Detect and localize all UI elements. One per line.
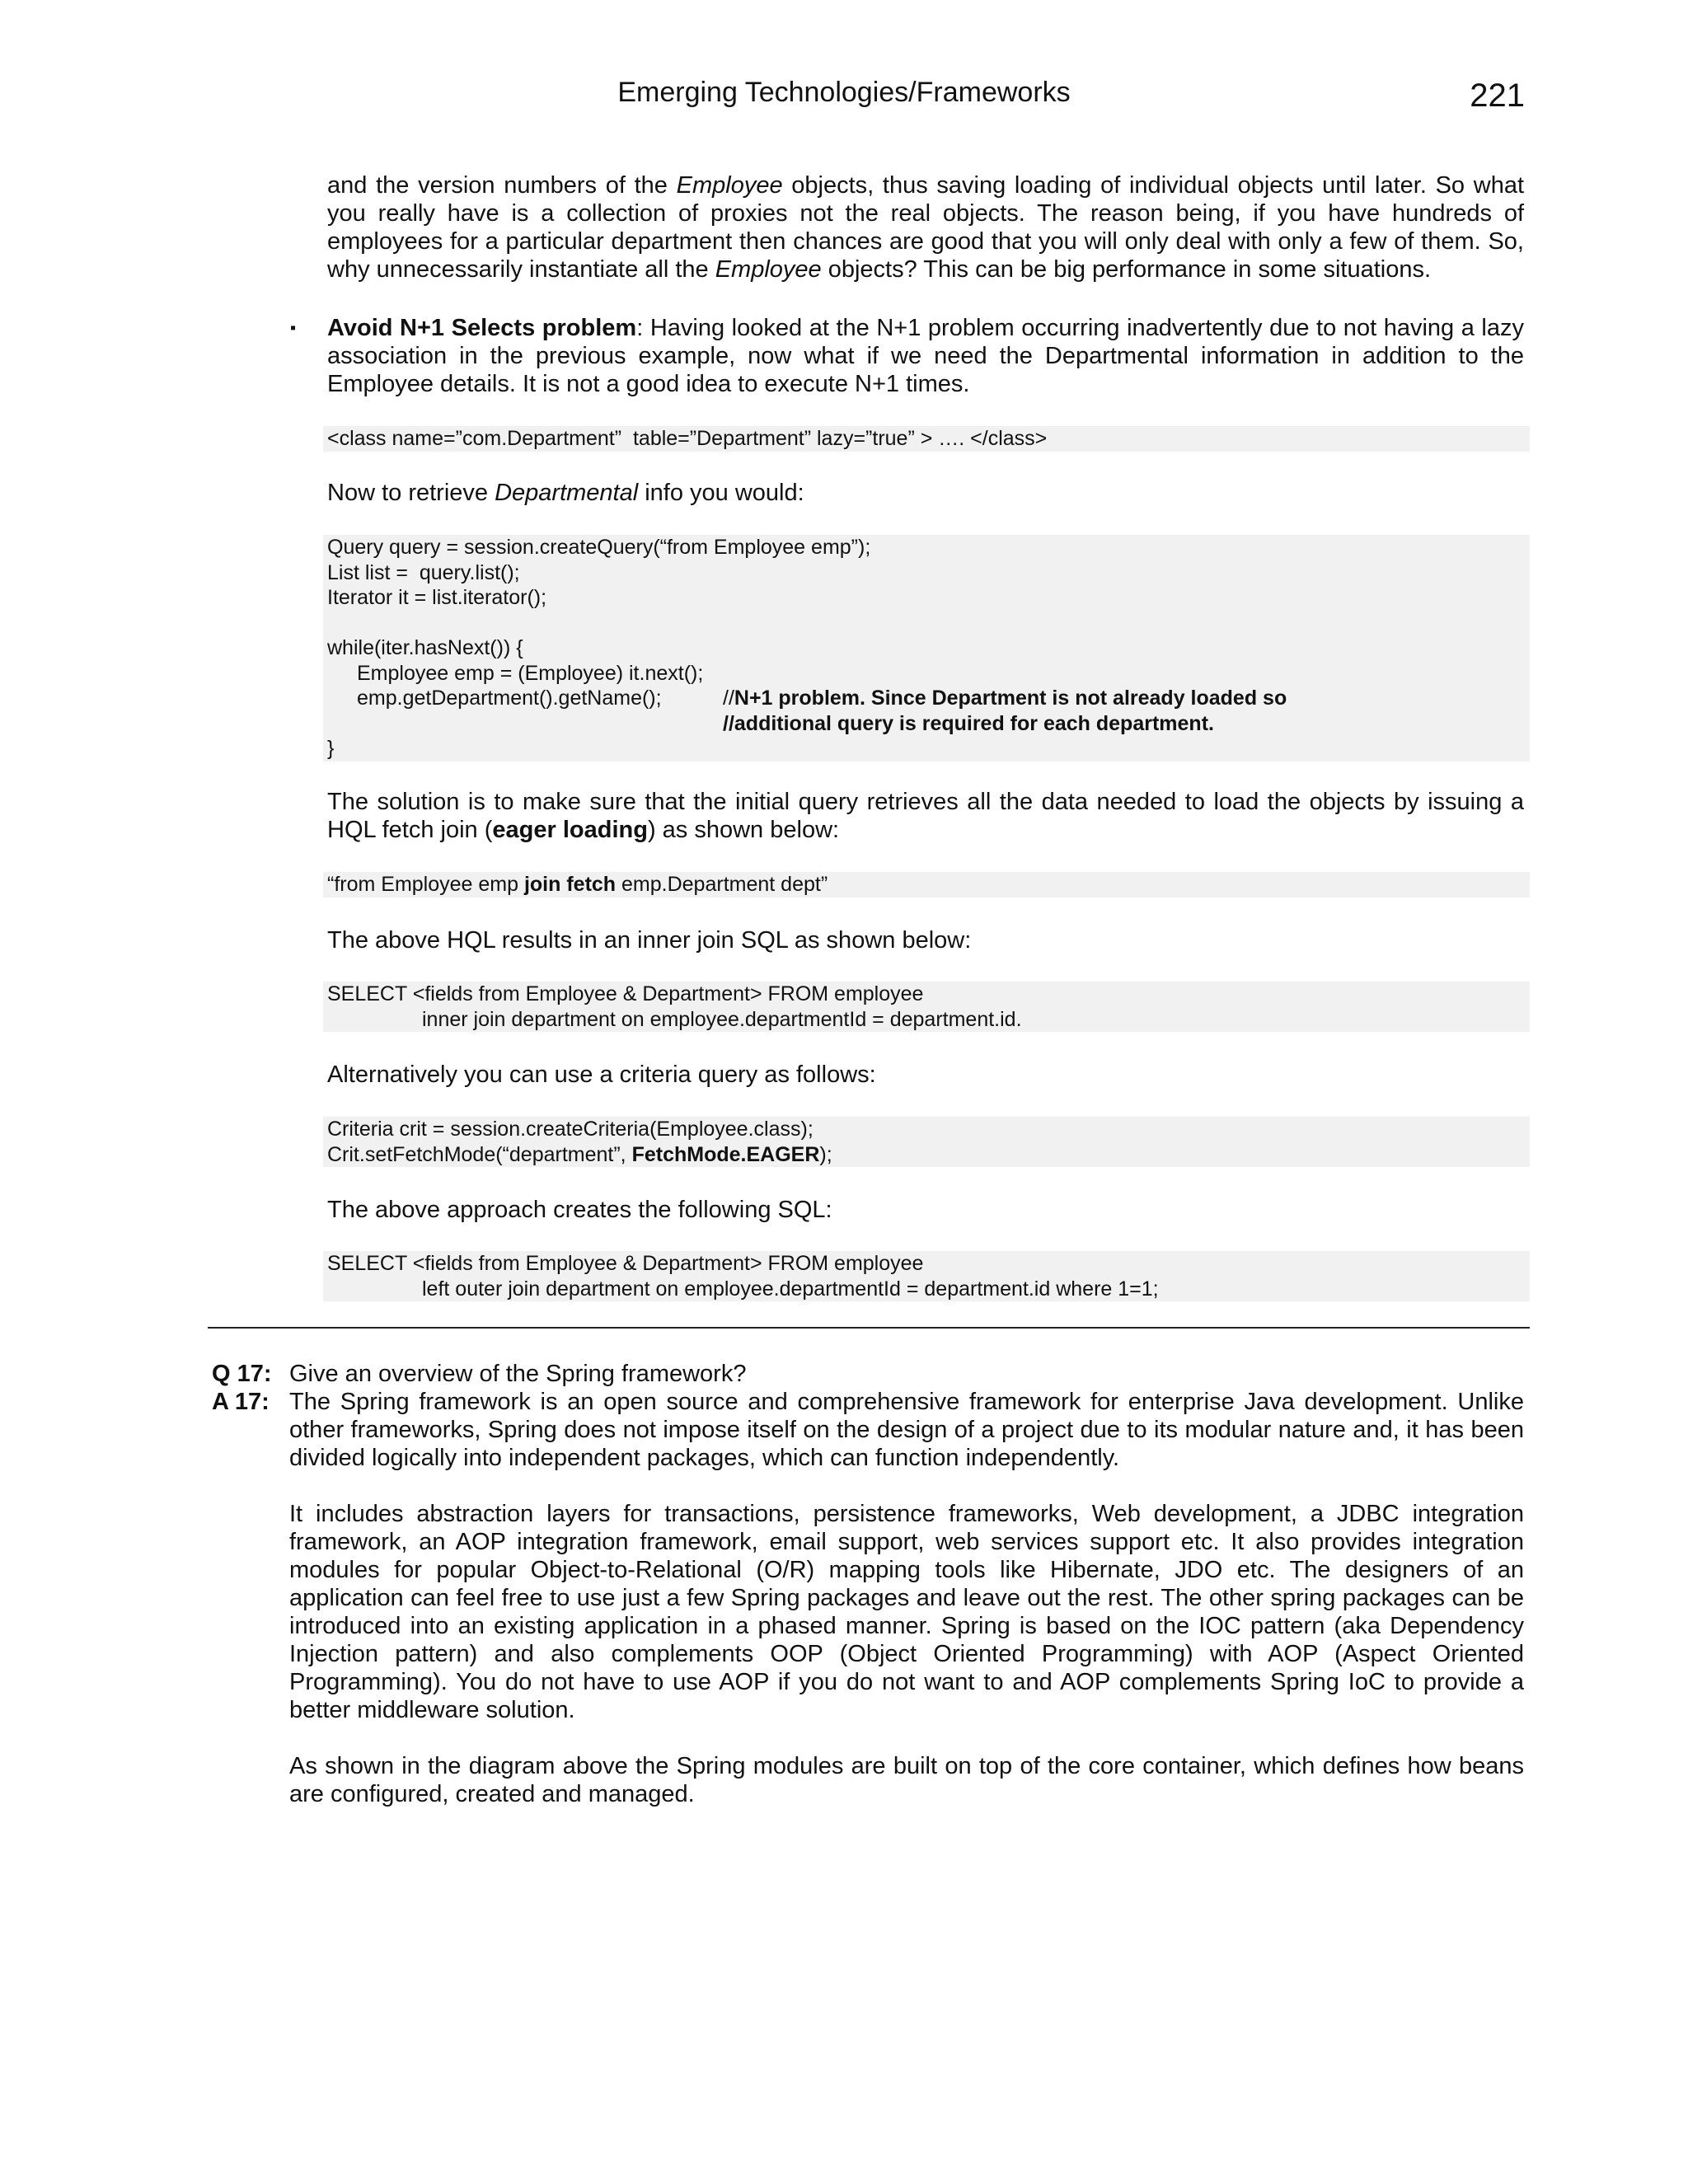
code-line: List list = query.list(); [327, 560, 520, 584]
code-line: inner join department on employee.departmentId = department.id. [422, 1007, 1022, 1031]
bullet-paragraph: Avoid N+1 Selects problem: Having looked at the N+1 problem occurring inadvertently due to not having a lazy association in the previous example, now what if we need the Departmental information in addition to the Employee details. It is not a good idea to execute N+1 times. [327, 315, 1524, 397]
code-line: while(iter.hasNext()) { [327, 636, 523, 659]
question-label: Q 17: [212, 1361, 272, 1387]
code-line: Criteria crit = session.createCriteria(Employee.class); [327, 1118, 814, 1141]
hql-result-paragraph: The above HQL results in an inner join SQL as shown below: [327, 927, 972, 954]
code-line-comment [323, 711, 1530, 737]
code-line-with-comment [323, 686, 1530, 711]
question-text: Give an overview of the Spring framework? [289, 1361, 747, 1387]
code-block-query [323, 535, 1530, 762]
code-comment: //N+1 problem. Since Department is not already loaded so [723, 687, 1287, 710]
answer-paragraph-1: The Spring framework is an open source and comprehensive framework for enterprise Java development. Unlike other frameworks, Spring does not impose itself on the design of a project due to its modular nature and, it has been divided logically into independent packages, which can function independently. [289, 1389, 1524, 1471]
page-number: 221 [1470, 77, 1525, 114]
code-line: } [327, 737, 335, 760]
code-comment: //additional query is required for each department. [723, 711, 1214, 735]
retrieve-paragraph: Now to retrieve Departmental info you would: [327, 480, 804, 506]
code-statement: emp.getDepartment().getName(); [357, 687, 662, 710]
code-block-outer-join [323, 1251, 1530, 1301]
approach-paragraph: The above approach creates the following SQL: [327, 1197, 832, 1223]
code-line: <class name=”com.Department” table=”Department” lazy=”true” > …. </class> [327, 427, 1048, 450]
code-line-blank [323, 611, 1530, 636]
code-line: left outer join department on employee.departmentId = department.id where 1=1; [422, 1277, 1159, 1301]
code-line: “from Employee emp join fetch emp.Department dept” [327, 873, 828, 896]
code-line: Query query = session.createQuery(“from Employee emp”); [327, 536, 871, 559]
code-line: Employee emp = (Employee) it.next(); [357, 661, 704, 685]
code-line: Crit.setFetchMode(“department”, FetchMode.EAGER); [327, 1142, 832, 1166]
code-block-inner-join [323, 982, 1530, 1032]
code-block-hql [323, 872, 1530, 898]
code-line: SELECT <fields from Employee & Department> FROM employee [327, 1252, 924, 1275]
answer-label: A 17: [212, 1389, 270, 1415]
section-divider [208, 1327, 1530, 1329]
intro-paragraph: and the version numbers of the Employee objects, thus saving loading of individual objects until later. So what you really have is a collection of proxies not the real objects. The reason being, if you have hundreds of employees for a particular department then chances are good that you will only deal with only a few of them. So, why unnecessarily instantiate all the Employee objects? This can be big performance in some situations. [327, 172, 1525, 283]
alternative-paragraph: Alternatively you can use a criteria query as follows: [327, 1062, 876, 1088]
answer-paragraph-2: It includes abstraction layers for transactions, persistence frameworks, Web development, a JDBC integration framework, an AOP integration framework, email support, web services support etc. It also provides integration modules for popular Object-to-Relational (O/R) mapping tools like Hibernate, JDO etc. The designers of an application can feel free to use just a few Spring packages and leave out the rest. The other spring packages can be introduced into an existing application in a phased manner. Spring is based on the IOC pattern (aka Dependency Injection pattern) and also complements OOP (Object Oriented Programming) with AOP (Aspect Oriented Programming). You do not have to use AOP if you do not want to and AOP complements Spring IoC to provide a better middleware solution. [289, 1501, 1524, 1723]
answer-paragraph-3: As shown in the diagram above the Spring modules are built on top of the core container, which defines how beans are configured, created and managed. [289, 1753, 1524, 1807]
code-line: SELECT <fields from Employee & Department> FROM employee [327, 982, 924, 1005]
bullet-marker: ▪ [290, 319, 297, 337]
code-line: Iterator it = list.iterator(); [327, 586, 547, 609]
solution-paragraph: The solution is to make sure that the initial query retrieves all the data needed to load the objects by issuing a HQL fetch join (eager loading) as shown below: [327, 789, 1524, 843]
code-block-criteria [323, 1117, 1530, 1167]
code-block-class-mapping [323, 426, 1530, 452]
running-header: Emerging Technologies/Frameworks [617, 77, 1071, 108]
